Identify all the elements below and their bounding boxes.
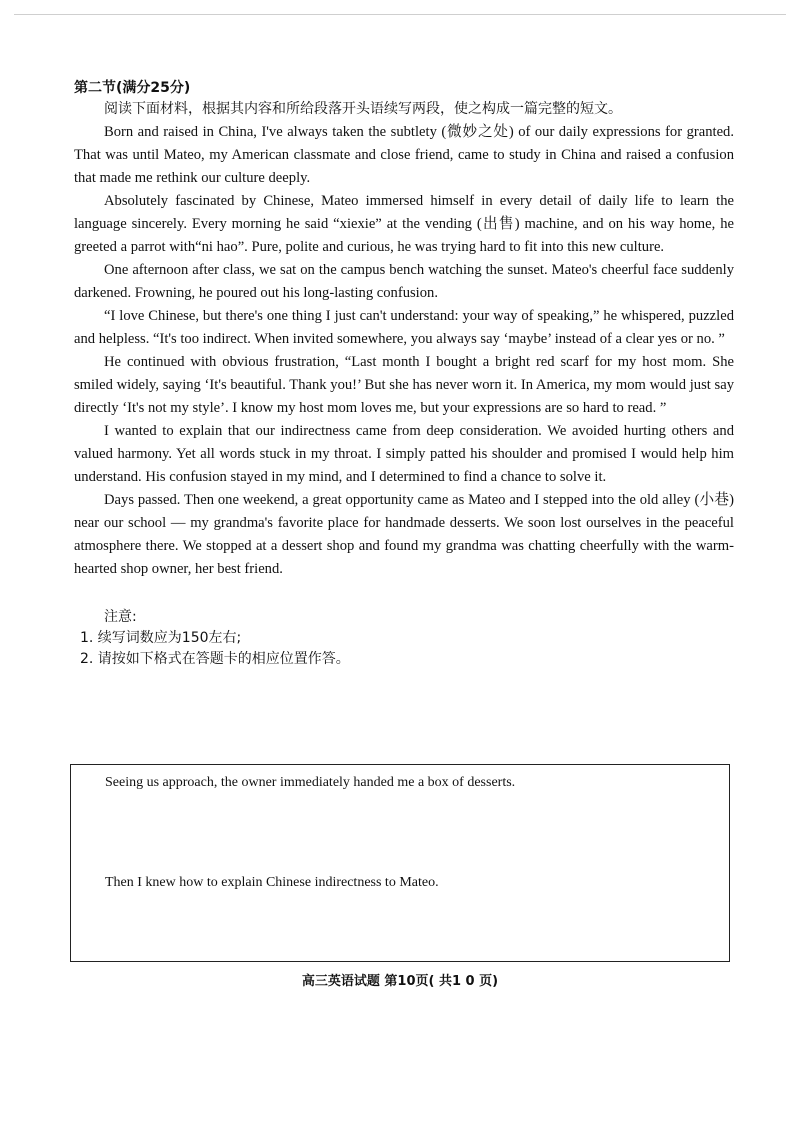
paragraph-starter-1: Seeing us approach, the owner immediately handed me a box of desserts. — [105, 775, 516, 790]
notes-heading: 注意: — [104, 609, 137, 625]
answer-box — [70, 764, 730, 962]
paragraph-starter-2: Then I knew how to explain Chinese indirectness to Mateo. — [105, 875, 439, 890]
notes-block — [74, 607, 734, 670]
page-footer: 高三英语试题 第10页( 共1 0 页) — [301, 974, 499, 989]
reading-passage — [74, 121, 734, 581]
passage-paragraph-7: Days passed. Then one weekend, a great opportunity came as Mateo and I stepped into the old alley (小巷) near our school — my grandma's favorite place for handmade desserts. We soon lost ourselves in the peaceful atmosphere there. We stopped at a dessert shop and found my grandma was chatting cheerfully with the warm-hearted shop owner, her best friend. — [74, 492, 734, 577]
passage-paragraph-6: I wanted to explain that our indirectness came from deep consideration. We avoided hurting others and valued harmony. Yet all words stuck in my throat. I simply patted his shoulder and promised I would help him understand. His confusion stayed in my mind, and I determined to find a chance to solve it. — [74, 423, 734, 485]
section-instruction: 阅读下面材料，根据其内容和所给段落开头语续写两段，使之构成一篇完整的短文。 — [104, 101, 622, 117]
note-item-word-count: 1. 续写词数应为150左右; — [80, 630, 242, 646]
passage-paragraph-1: Born and raised in China, I've always taken the subtlety (微妙之处) of our daily expressions for granted. That was until Mateo, my American classmate and close friend, came to study in China and raised a confusion that made me rethink our culture deeply. — [74, 124, 734, 186]
passage-paragraph-5: He continued with obvious frustration, “Last month I bought a bright red scarf for my host mom. She smiled widely, saying ‘It's beautiful. Thank you!’ But she has never worn it. In America, my mom would just say directly ‘It's not my style’. I know my host mom loves me, but your expressions are so hard to read. ” — [74, 354, 734, 416]
exam-section — [74, 78, 734, 670]
section-title: 第二节(满分25分) — [74, 80, 191, 96]
note-item-format: 2. 请按如下格式在答题卡的相应位置作答。 — [80, 651, 350, 667]
passage-paragraph-3: One afternoon after class, we sat on the campus bench watching the sunset. Mateo's cheerful face suddenly darkened. Frowning, he poured out his long-lasting confusion. — [74, 262, 734, 301]
page-top-rule — [14, 14, 786, 15]
passage-paragraph-4: “I love Chinese, but there's one thing I just can't understand: your way of speaking,” he whispered, puzzled and helpless. “It's too indirect. When invited somewhere, you always say ‘maybe’ instead of a clear yes or no. ” — [74, 308, 734, 347]
passage-paragraph-2: Absolutely fascinated by Chinese, Mateo immersed himself in every detail of daily life to learn the language sincerely. Every morning he said “xiexie” at the vending (出售) machine, and on his way home, he greeted a parrot with“ni hao”. Pure, polite and curious, he was trying hard to fit into this new culture. — [74, 193, 734, 255]
